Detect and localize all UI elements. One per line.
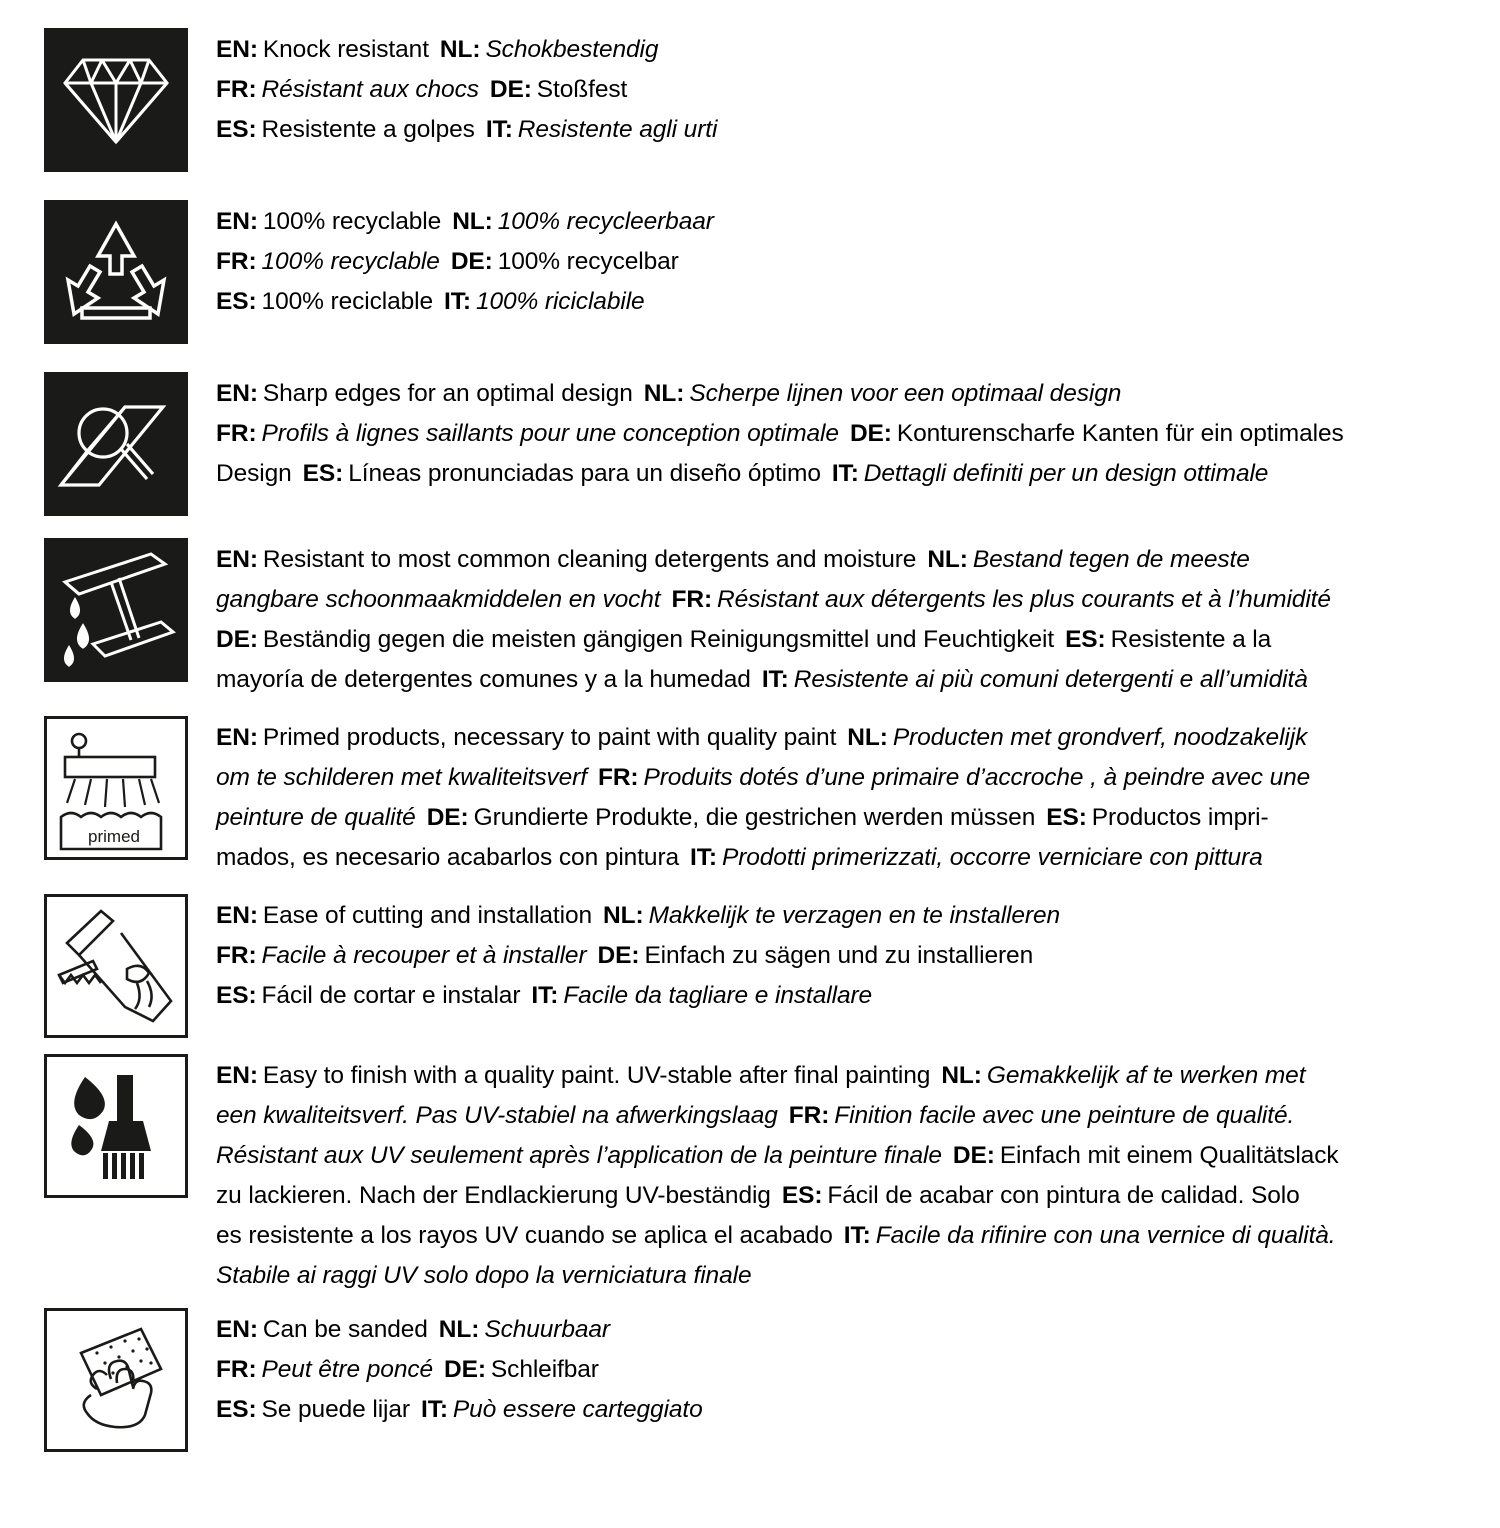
text-line <box>216 540 1460 580</box>
text-line <box>216 1256 1460 1296</box>
text-value: Primed products, necessary to paint with quality paint <box>262 724 837 751</box>
diamond-icon <box>44 28 188 172</box>
lang-label: IT: <box>485 116 513 143</box>
text-line <box>216 1350 1460 1390</box>
text-value: Líneas pronunciadas para un diseño óptimo <box>348 460 821 487</box>
text-value: Finition facile avec une peinture de qualité. <box>834 1102 1295 1129</box>
lang-label: FR: <box>671 586 713 613</box>
paint-brush-drops-icon <box>44 1054 188 1198</box>
text-line <box>216 242 1460 282</box>
lang-label: EN: <box>216 902 258 929</box>
feature-row-recyclable <box>0 200 1500 344</box>
text-value: Einfach zu sägen und zu installieren <box>644 942 1034 969</box>
lang-label: IT: <box>831 460 859 487</box>
icon-cell <box>44 200 188 344</box>
icon-cell <box>44 372 188 516</box>
lang-label: NL: <box>452 208 493 235</box>
lang-label: IT: <box>531 982 559 1009</box>
lang-label: IT: <box>420 1396 448 1423</box>
text-value: Stabile ai raggi UV solo dopo la verniciatura finale <box>216 1262 752 1289</box>
text-value: 100% recyclable <box>261 248 440 275</box>
pictogram-sheet <box>0 28 1500 1528</box>
feature-text <box>216 538 1460 700</box>
lang-label: FR: <box>788 1102 830 1129</box>
text-line <box>216 580 1460 620</box>
feature-row-paint-uv <box>0 1054 1500 1296</box>
text-line <box>216 202 1460 242</box>
text-value: 100% reciclable <box>261 288 434 315</box>
lang-label: DE: <box>444 1356 486 1383</box>
lang-label: IT: <box>761 666 789 693</box>
text-value: Dettagli definiti per un design ottimale <box>863 460 1269 487</box>
icon-cell <box>44 1054 188 1198</box>
feature-text <box>216 716 1460 878</box>
text-value: Productos impri- <box>1091 804 1269 831</box>
lang-label: ES: <box>216 982 257 1009</box>
lang-label: FR: <box>216 420 257 447</box>
saw-cutting-icon <box>44 894 188 1038</box>
text-value: Fácil de cortar e instalar <box>261 982 521 1009</box>
text-line <box>216 110 1460 150</box>
lang-label: NL: <box>643 380 685 407</box>
sharp-edges-magnifier-icon <box>44 372 188 516</box>
text-line <box>216 374 1460 414</box>
text-line <box>216 718 1460 758</box>
feature-text <box>216 1308 1460 1430</box>
text-line <box>216 660 1460 700</box>
text-value: 100% recycelbar <box>497 248 679 275</box>
text-value: Resistente a la <box>1110 626 1272 653</box>
text-value: Resistente agli urti <box>517 116 718 143</box>
text-value: Gemakkelijk af te werken met <box>986 1062 1306 1089</box>
text-value: Knock resistant <box>262 36 429 63</box>
icon-cell <box>44 1308 188 1452</box>
text-line <box>216 414 1460 454</box>
text-value: Fácil de acabar con pintura de calidad. Solo <box>827 1182 1300 1209</box>
lang-label: EN: <box>216 1062 258 1089</box>
lang-label: EN: <box>216 380 258 407</box>
text-value: Makkelijk te verzagen en te installeren <box>648 902 1061 929</box>
lang-label: DE: <box>849 420 892 447</box>
text-line <box>216 1176 1460 1216</box>
feature-text <box>216 894 1460 1016</box>
text-value: peinture de qualité <box>216 804 416 831</box>
text-value: Peut être poncé <box>261 1356 434 1383</box>
text-value: Prodotti primerizzati, occorre verniciare con pittura <box>721 844 1263 871</box>
lang-label: NL: <box>941 1062 982 1089</box>
text-line <box>216 758 1460 798</box>
lang-label: DE: <box>426 804 469 831</box>
text-value: Résistant aux UV seulement après l’application de la peinture finale <box>216 1142 942 1169</box>
text-line <box>216 30 1460 70</box>
text-value: Scherpe lijnen voor een optimaal design <box>689 380 1122 407</box>
lang-label: ES: <box>302 460 344 487</box>
sanding-hand-icon <box>44 1308 188 1452</box>
text-line <box>216 70 1460 110</box>
text-line <box>216 1136 1460 1176</box>
lang-label: DE: <box>489 76 532 103</box>
text-line <box>216 896 1460 936</box>
text-value: Produits dotés d’une primaire d’accroche , à peindre avec une <box>643 764 1311 791</box>
lang-label: NL: <box>603 902 644 929</box>
text-value: Schleifbar <box>490 1356 599 1383</box>
lang-label: FR: <box>216 248 257 275</box>
lang-label: DE: <box>597 942 640 969</box>
text-value: gangbare schoonmaakmiddelen en vocht <box>216 586 661 613</box>
text-value: om te schilderen met kwaliteitsverf <box>216 764 587 791</box>
text-value: Beständig gegen die meisten gängigen Reinigungsmittel und Feuchtigkeit <box>262 626 1055 653</box>
text-value: Sharp edges for an optimal design <box>262 380 633 407</box>
text-value: Resistente ai più comuni detergenti e all’umidità <box>793 666 1308 693</box>
text-line <box>216 936 1460 976</box>
feature-text <box>216 28 1460 150</box>
text-line <box>216 976 1460 1016</box>
text-value: Résistant aux détergents les plus courants et à l’humidité <box>717 586 1331 613</box>
text-value: 100% recycleerbaar <box>497 208 714 235</box>
lang-label: EN: <box>216 36 258 63</box>
lang-label: ES: <box>1065 626 1106 653</box>
text-value: Facile à recouper et à installer <box>261 942 587 969</box>
feature-text <box>216 200 1460 322</box>
text-line <box>216 1310 1460 1350</box>
text-line <box>216 454 1460 494</box>
lang-label: NL: <box>927 546 968 573</box>
text-value: Grundierte Produkte, die gestrichen werden müssen <box>473 804 1036 831</box>
text-value: een kwaliteitsverf. Pas UV-stabiel na afwerkingslaag <box>216 1102 778 1129</box>
text-value: Può essere carteggiato <box>452 1396 703 1423</box>
text-value: Resistente a golpes <box>261 116 475 143</box>
lang-label: FR: <box>216 1356 257 1383</box>
lang-label: IT: <box>690 844 717 871</box>
text-line <box>216 798 1460 838</box>
text-value: mados, es necesario acabarlos con pintura <box>216 844 680 871</box>
lang-label: IT: <box>444 288 471 315</box>
recycle-icon <box>44 200 188 344</box>
lang-label: IT: <box>843 1222 871 1249</box>
text-line <box>216 1390 1460 1430</box>
lang-label: EN: <box>216 1316 258 1343</box>
icon-cell <box>44 716 188 860</box>
lang-label: DE: <box>450 248 493 275</box>
text-value: Ease of cutting and installation <box>262 902 593 929</box>
feature-text <box>216 1054 1460 1296</box>
lang-label: FR: <box>216 76 257 103</box>
text-value: 100% recyclable <box>262 208 442 235</box>
text-value: Producten met grondverf, noodzakelijk <box>892 724 1308 751</box>
text-value: Facile da rifinire con una vernice di qualità. <box>875 1222 1336 1249</box>
text-value: zu lackieren. Nach der Endlackierung UV-beständig <box>216 1182 771 1209</box>
feature-row-sandable <box>0 1308 1500 1452</box>
lang-label: FR: <box>597 764 639 791</box>
text-value: Konturenscharfe Kanten für ein optimales <box>896 420 1344 447</box>
text-value: Bestand tegen de meeste <box>972 546 1250 573</box>
feature-row-knock-resistant <box>0 28 1500 172</box>
text-line <box>216 282 1460 322</box>
text-value: Se puede lijar <box>261 1396 410 1423</box>
text-line <box>216 838 1460 878</box>
feature-row-cleaning-resistant <box>0 538 1500 700</box>
text-value: Schuurbaar <box>484 1316 610 1343</box>
text-value: Profils à lignes saillants pour une conception optimale <box>261 420 839 447</box>
lang-label: ES: <box>216 288 257 315</box>
lang-label: EN: <box>216 546 258 573</box>
lang-label: DE: <box>952 1142 995 1169</box>
text-value: Easy to finish with a quality paint. UV-stable after final painting <box>262 1062 931 1089</box>
lang-label: NL: <box>847 724 888 751</box>
icon-cell <box>44 894 188 1038</box>
text-line <box>216 1216 1460 1256</box>
text-value: Einfach mit einem Qualitätslack <box>999 1142 1339 1169</box>
primed-spray-icon <box>44 716 188 860</box>
text-line <box>216 620 1460 660</box>
text-value: Facile da tagliare e installare <box>563 982 873 1009</box>
lang-label: ES: <box>216 1396 257 1423</box>
feature-row-sharp-edges <box>0 372 1500 516</box>
lang-label: FR: <box>216 942 257 969</box>
feature-row-primed <box>0 716 1500 878</box>
text-value: Résistant aux chocs <box>261 76 479 103</box>
lang-label: DE: <box>216 626 258 653</box>
lang-label: NL: <box>439 36 481 63</box>
text-value: Schokbestendig <box>485 36 659 63</box>
lang-label: NL: <box>438 1316 480 1343</box>
feature-row-cutting <box>0 894 1500 1038</box>
feature-text <box>216 372 1460 494</box>
icon-cell <box>44 538 188 682</box>
text-line <box>216 1056 1460 1096</box>
cleaning-moisture-icon <box>44 538 188 682</box>
text-value: es resistente a los rayos UV cuando se aplica el acabado <box>216 1222 833 1249</box>
primed-label: primed <box>88 827 140 846</box>
text-value: Can be sanded <box>262 1316 428 1343</box>
text-value: Resistant to most common cleaning detergents and moisture <box>262 546 917 573</box>
text-line <box>216 1096 1460 1136</box>
lang-label: EN: <box>216 208 258 235</box>
lang-label: ES: <box>781 1182 823 1209</box>
lang-label: ES: <box>216 116 257 143</box>
lang-label: ES: <box>1046 804 1087 831</box>
text-value: Design <box>216 460 292 487</box>
icon-cell <box>44 28 188 172</box>
text-value: mayoría de detergentes comunes y a la humedad <box>216 666 751 693</box>
text-value: Stoßfest <box>536 76 628 103</box>
text-value: 100% riciclabile <box>475 288 645 315</box>
lang-label: EN: <box>216 724 258 751</box>
